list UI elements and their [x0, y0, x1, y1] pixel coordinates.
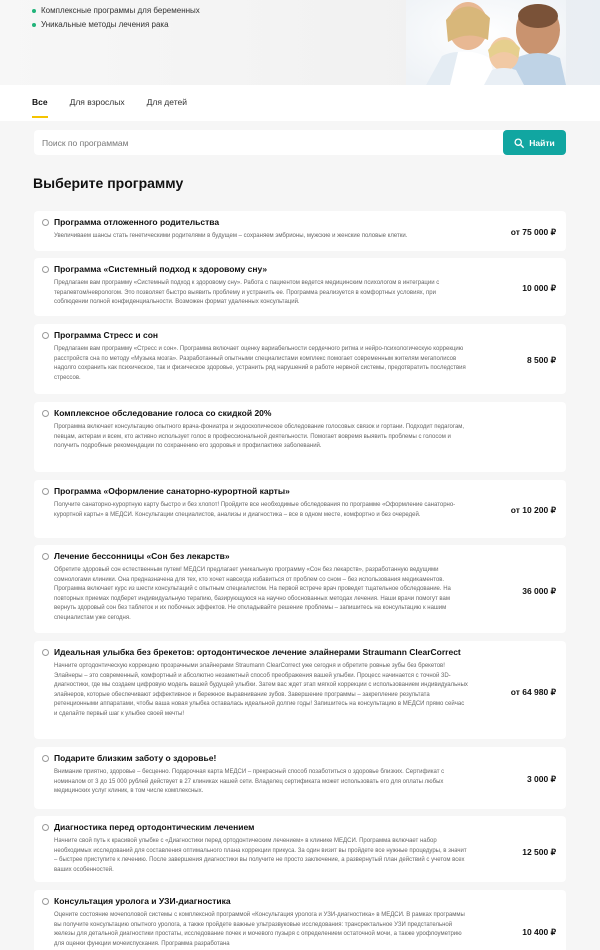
program-description: Предлагаем вам программу «Стресс и сон». Программа включает оценку вариабельности сердечного ритма и нейро-психологическую коррекцию расстройств сна по методу «Музыка мозга». Разработанный опытными специалистами комплекс помогает современным жителям мегаполисов надолго сохранить как психическое, так и физическое здоровье, устранить ряд нарушений в работе нервной системы, предотвратить последствия стрессов.	[54, 346, 466, 381]
search-input[interactable]	[34, 130, 503, 155]
program-title: Идеальная улыбка без брекетов: ортодонтическое лечение элайнерами Straumann ClearCorrect	[54, 647, 461, 657]
program-card[interactable]	[34, 641, 566, 739]
program-card[interactable]	[34, 324, 566, 394]
page-title: Выберите программу	[33, 175, 184, 191]
filter-tabs	[32, 85, 209, 121]
program-card[interactable]	[34, 258, 566, 316]
bullet-dot-icon	[32, 23, 36, 27]
program-description: Начните свой путь к красивой улыбке с «Диагностики перед ортодонтическим лечением» в клинике МЕДСИ. Программа включает набор необходимых исследований для составления оптимального плана коррекции прикуса. За один визит вы пройдете все нужные процедуры, в значит – быстрее приступите к лечению. После завершения диагностики вы получите не просто заключение, а развернутый план действий с учетом всех ваших особенностей.	[54, 838, 467, 873]
search-button-label: Найти	[529, 137, 555, 148]
program-radio[interactable]	[42, 219, 49, 226]
program-description: Увеличиваем шансы стать генетическими родителями в будущем – сохраняем эмбрионы, мужские и женские половые клетки.	[54, 233, 408, 239]
program-title: Подарите близким заботу о здоровье!	[54, 753, 217, 763]
program-title: Программа «Системный подход к здоровому сну»	[54, 264, 268, 274]
promo-banner	[0, 0, 600, 85]
program-price: от 10 200 ₽	[510, 505, 556, 515]
program-price: 10 400 ₽	[522, 927, 556, 937]
tab-all[interactable]: Все	[32, 85, 48, 121]
program-price: от 64 980 ₽	[510, 687, 556, 697]
program-card[interactable]	[34, 211, 566, 251]
program-price: 12 500 ₽	[522, 847, 556, 857]
program-card[interactable]	[34, 816, 566, 882]
program-title: Комплексное обследование голоса со скидкой 20%	[54, 408, 272, 418]
program-card[interactable]	[34, 402, 566, 472]
program-description: Программа включает консультацию опытного врача-фониатра и эндоскопическое обследование голосовых связок и гортани. Подходит педагогам, певцам, актерам и всем, кто активно использует голос в профессиональной деятельности. Помогает вовремя выявить проблемы с голосом и получить подробные рекомендации по сохранению его здоровья и профилактике заболеваний.	[54, 424, 465, 449]
program-radio[interactable]	[42, 410, 49, 417]
program-radio[interactable]	[42, 553, 49, 560]
search-button[interactable]	[503, 130, 566, 155]
program-price: 36 000 ₽	[522, 586, 556, 596]
program-description: Начните ортодонтическую коррекцию прозрачными элайнерами Straumann ClearCorrect уже сегодня и обретите ровные зубы без брекетов! Элайнеры – это современный, комфортный и абсолютно незаметный способ преображения вашей улыбки. Процесс начинается с точной 3D-диагностики, где мы создаем цифровую модель вашей будущей улыбки. Затем вас ждет этап мягкой коррекции с использованием индивидуальных элайнеров, которые обеспечивают эффективное и бережное выравнивание зубов. Завершение программы – закрепление результата ретенционными аппаратами, чтобы ваша новая улыбка оставалась идеальной долгие годы! Запишитесь на консультацию в МЕДСИ прямо сейчас и сделайте первый шаг к улыбке своей мечты!	[54, 663, 468, 717]
program-description: Получите санаторно-курортную карту быстро и без хлопот! Пройдите все необходимые обследования по программе «Оформление санаторно-курортной карты» в МЕДСИ. Консультации специалистов, анализы и диагностика – все в одном месте, комфортно и без очередей.	[54, 502, 456, 518]
program-description: Обретите здоровый сон естественным путем! МЕДСИ предлагает уникальную программу «Сон без лекарств», разработанную ведущими сомнологами клиники. Она предназначена для тех, кто хочет навсегда избавиться от проблем со сном – без использования медикаментов. Программа включает курс из шести консультаций с опытным специалистом. На первой встрече врач проведет тщательное обследование. На повторных приемах подберет индивидуальную терапию, базирующуюся на научно обоснованных методах лечения. Наши врачи помогут вам вернуть здоровый сон без таблеток и их побочных эффектов. Не откладывайте решение проблемы – запишитесь на консультацию к нашим специалистам уже сегодня.	[54, 567, 451, 621]
promo-bullet: Уникальные методы лечения рака	[32, 18, 200, 32]
family-photo	[406, 0, 566, 85]
promo-bullet: Комплексные программы для беременных	[32, 4, 200, 18]
program-description: Оцените состояние мочеполовой системы с комплексной программой «Консультация уролога и УЗИ-диагностика» в МЕДСИ. В рамках программы вы получите консультацию опытного уролога, а также пройдете важные ультразвуковые исследования: трансректальное УЗИ предстательной железы для детальной диагностики простаты, исследование почек и мочевого пузыря с определением остаточной мочи, а также урофлоуметрию для оценки функции мочеиспускания. Программа разработана	[54, 912, 465, 947]
program-title: Программа Стресс и сон	[54, 330, 159, 340]
program-card[interactable]	[34, 480, 566, 538]
program-description: Внимание приятно, здоровье – бесценно. Подарочная карта МЕДСИ – прекрасный способ позаботиться о здоровье близких. Сертификат с номиналом от 3 до 15 000 рублей действует в 27 клиниках нашей сети. Владелец сертификата может использовать его для оплаты любых медицинских услуг клиник, в том числе комплексных.	[54, 769, 445, 794]
program-radio[interactable]	[42, 898, 49, 905]
program-title: Лечение бессонницы «Сон без лекарств»	[54, 551, 230, 561]
program-radio[interactable]	[42, 332, 49, 339]
promo-bullet-list	[32, 4, 200, 32]
program-title: Программа «Оформление санаторно-курортной карты»	[54, 486, 290, 496]
program-title: Диагностика перед ортодонтическим лечением	[54, 822, 255, 832]
program-price: 8 500 ₽	[526, 355, 556, 365]
program-card[interactable]	[34, 545, 566, 633]
search-bar	[34, 130, 566, 155]
program-price: 10 000 ₽	[522, 283, 556, 293]
tab-adults[interactable]: Для взрослых	[69, 97, 125, 107]
program-radio[interactable]	[42, 488, 49, 495]
program-radio[interactable]	[42, 824, 49, 831]
tab-children[interactable]: Для детей	[146, 97, 187, 107]
bullet-dot-icon	[32, 9, 36, 13]
tabs-bar	[0, 85, 600, 121]
program-card[interactable]	[34, 747, 566, 809]
program-title: Программа отложенного родительства	[54, 217, 220, 227]
program-price: от 75 000 ₽	[510, 227, 556, 237]
program-radio[interactable]	[42, 755, 49, 762]
program-title: Консультация уролога и УЗИ-диагностика	[54, 896, 231, 906]
program-card[interactable]	[34, 890, 566, 950]
program-price: 3 000 ₽	[526, 774, 556, 784]
program-description: Предлагаем вам программу «Системный подход к здоровому сну». Работа с пациентом ведется медицинским психологом в интеграции с терапевтом/неврологом. Это позволяет быстро выявить проблему и устранить ее. Программа реализуется в комфортных условиях, при соблюдении полной конфиденциальности. Возможен формат удаленных консультаций.	[54, 280, 440, 305]
search-icon	[514, 138, 524, 148]
program-radio[interactable]	[42, 266, 49, 273]
program-radio[interactable]	[42, 649, 49, 656]
